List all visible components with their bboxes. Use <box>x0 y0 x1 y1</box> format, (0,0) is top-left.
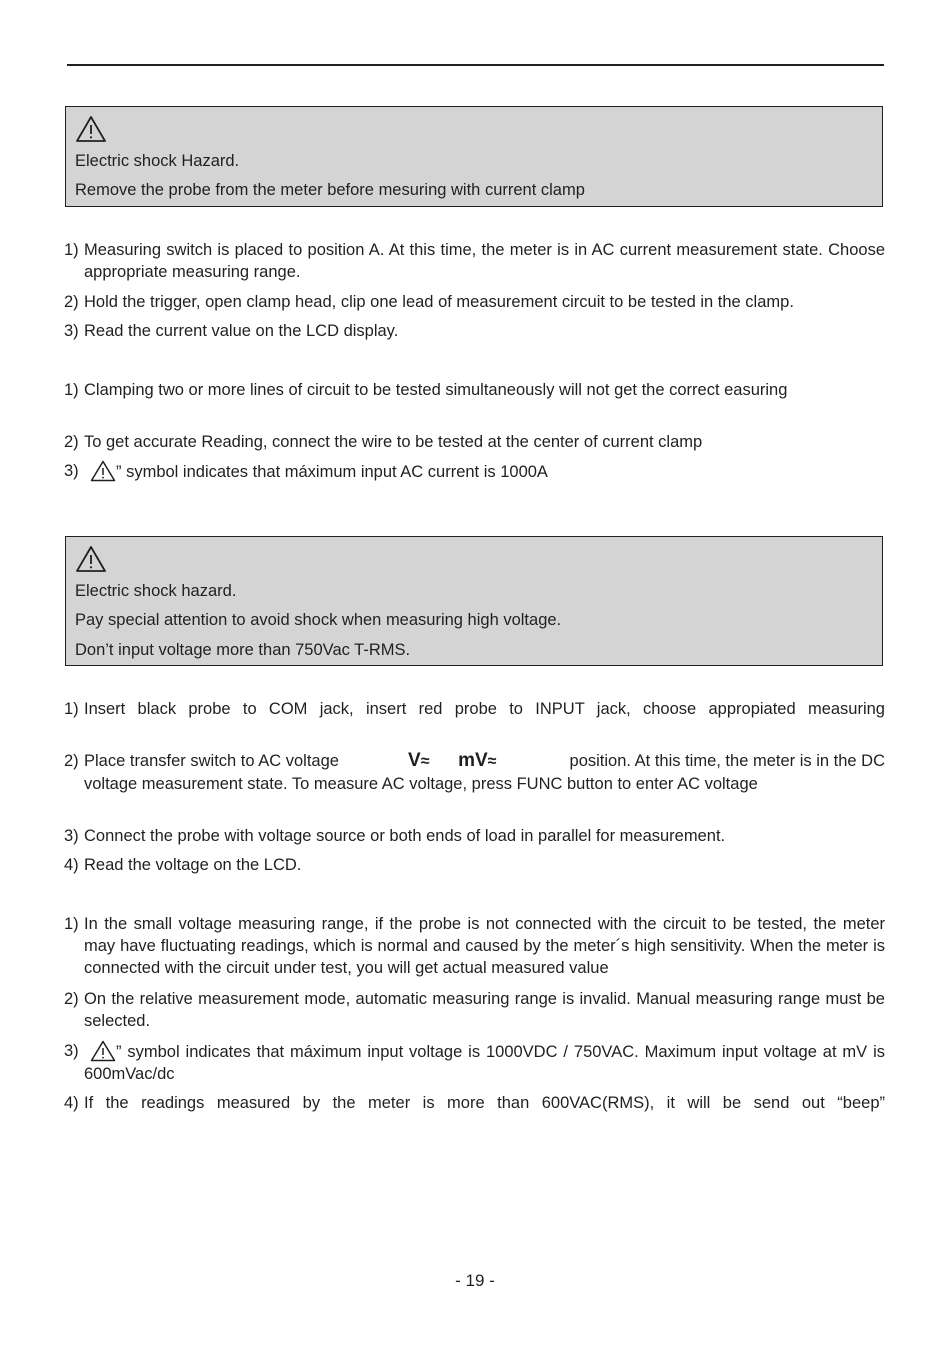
item-number: 4) <box>64 1094 79 1112</box>
item-text: Read the voltage on the LCD. <box>84 856 302 874</box>
list-item <box>64 1040 885 1085</box>
item-text: Place transfer switch to AC voltage <box>84 752 339 770</box>
list-item <box>64 913 885 979</box>
list-item <box>64 291 885 313</box>
page-number: - 19 - <box>455 1271 495 1290</box>
item-text: If the readings measured by the meter is more than 600VAC(RMS), it will be send out “beep” <box>84 1094 885 1112</box>
approx-symbol: ≈ <box>487 753 497 770</box>
list-item <box>64 379 885 401</box>
item-number: 1) <box>64 241 79 259</box>
item-text: On the relative measurement mode, automatic measuring range is invalid. Manual measuring range must be selected. <box>84 990 885 1030</box>
warning-box-current-clamp <box>65 106 883 207</box>
item-number: 2) <box>64 433 79 451</box>
warning-line: Electric shock Hazard. <box>75 152 240 170</box>
warning-triangle-icon <box>75 115 107 143</box>
list-item <box>64 239 885 283</box>
item-number: 2) <box>64 293 79 311</box>
item-number: 3) <box>64 322 79 340</box>
v-symbol: V <box>408 750 421 771</box>
top-rule <box>67 64 884 66</box>
item-number: 3) <box>64 462 79 480</box>
item-number: 2) <box>64 752 79 770</box>
item-number: 3) <box>64 1042 79 1060</box>
list-item <box>64 750 885 795</box>
item-number: 1) <box>64 700 79 718</box>
ac-voltage-symbols <box>408 750 496 773</box>
warning-triangle-icon <box>90 460 116 482</box>
item-number: 2) <box>64 990 79 1008</box>
item-text: Measuring switch is placed to position A. At this time, the meter is in AC current measurement state. Choose appropriate measuring range. <box>84 241 885 281</box>
mv-symbol: mV <box>458 750 488 771</box>
list-item <box>64 854 885 876</box>
item-text: voltage measurement state. To measure AC voltage, press FUNC button to enter AC voltage <box>84 775 758 793</box>
warning-box-high-voltage <box>65 536 883 666</box>
list-item <box>64 1092 885 1114</box>
item-text: ” symbol indicates that máximum input voltage is 1000VDC / 750VAC. Maximum input voltage at mV is 600mVac/dc <box>84 1043 885 1083</box>
item-number: 1) <box>64 915 79 933</box>
item-text: Connect the probe with voltage source or both ends of load in parallel for measurement. <box>84 827 726 845</box>
item-text: ” symbol indicates that máximum input AC current is 1000A <box>116 463 548 481</box>
warning-line: Electric shock hazard. <box>75 582 237 600</box>
list-item <box>64 825 885 847</box>
list-item <box>64 431 885 453</box>
item-text: position. At this time, the meter is in the DC <box>569 752 885 770</box>
item-text: Clamping two or more lines of circuit to be tested simultaneously will not get the correct easuring <box>84 381 788 399</box>
warning-line: Remove the probe from the meter before mesuring with current clamp <box>75 181 585 199</box>
warning-triangle-icon <box>90 1040 116 1062</box>
item-text-wrap <box>84 460 885 483</box>
item-text: Read the current value on the LCD display. <box>84 322 399 340</box>
list-item <box>64 698 885 720</box>
warning-line: Don’t input voltage more than 750Vac T-RMS. <box>75 641 411 659</box>
item-text: Hold the trigger, open clamp head, clip one lead of measurement circuit to be tested in the clamp. <box>84 293 794 311</box>
item-number: 1) <box>64 381 79 399</box>
item-number: 4) <box>64 856 79 874</box>
warning-line: Pay special attention to avoid shock when measuring high voltage. <box>75 611 562 629</box>
item-text: In the small voltage measuring range, if the probe is not connected with the circuit to be tested, the meter may have fluctuating readings, which is normal and caused by the meter´s high sensitivity. When the meter is connected with the circuit under test, you will get actual measured value <box>84 915 885 977</box>
item-text: To get accurate Reading, connect the wire to be tested at the center of current clamp <box>84 433 703 451</box>
item-number: 3) <box>64 827 79 845</box>
item-text-wrap <box>84 750 885 795</box>
item-text: Insert black probe to COM jack, insert red probe to INPUT jack, choose appropiated measuring <box>84 700 885 718</box>
warning-triangle-icon <box>75 545 107 573</box>
item-text-wrap <box>84 1040 885 1085</box>
approx-symbol: ≈ <box>420 753 430 770</box>
list-item <box>64 320 885 342</box>
list-item <box>64 988 885 1032</box>
list-item <box>64 460 885 483</box>
